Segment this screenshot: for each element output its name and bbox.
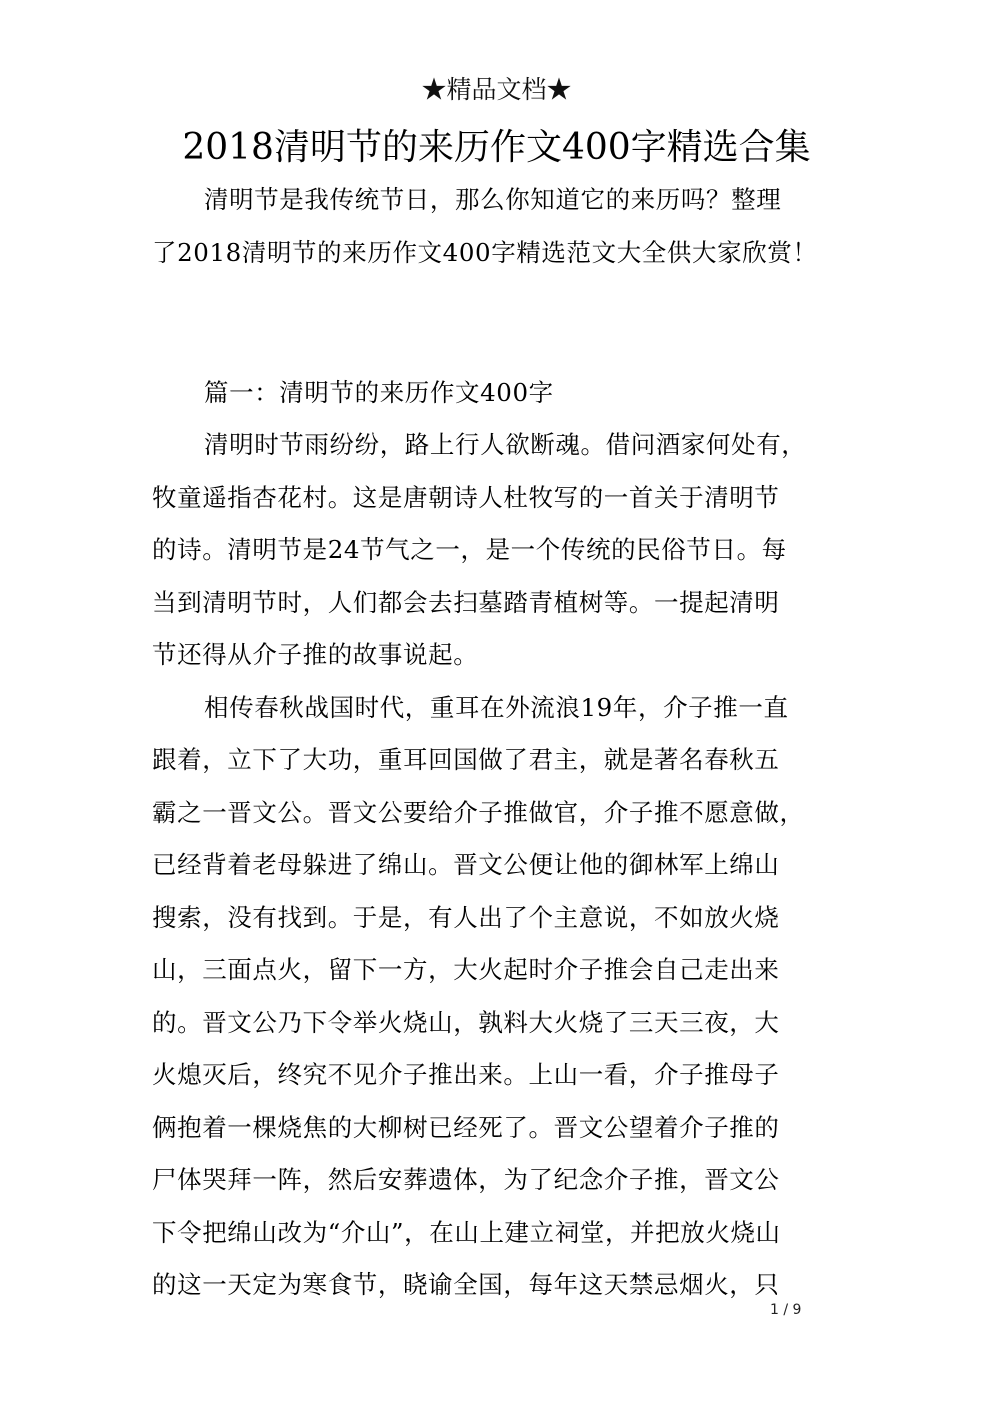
blank-line	[152, 283, 852, 336]
paragraph-line: 山，三面点火，留下一方，大火起时介子推会自己走出来	[152, 955, 780, 984]
section-heading: 篇一：清明节的来历作文400字	[204, 377, 554, 407]
paragraph-line: 俩抱着一棵烧焦的大柳树已经死了。晋文公望着介子推的	[152, 1112, 780, 1142]
paragraph-line: 牧童遥指杏花村。这是唐朝诗人杜牧写的一首关于清明节	[152, 482, 780, 512]
paragraph-line: 尸体哭拜一阵，然后安葬遗体，为了纪念介子推，晋文公	[152, 1165, 780, 1194]
paragraph-line: 清明时节雨纷纷，路上行人欲断魂。借问酒家何处有，	[204, 430, 807, 459]
paragraph-line: 已经背着老母躲进了绵山。晋文公便让他的御林军上绵山	[152, 850, 780, 879]
document-title: 2018清明节的来历作文400字精选合集	[182, 127, 811, 168]
intro-line: 清明节是我传统节日，那么你知道它的来历吗？整理	[204, 185, 782, 214]
paragraph-line: 的诗。清明节是24节气之一，是一个传统的民俗节日。每	[152, 535, 787, 564]
paragraph-line: 跟着，立下了大功，重耳回国做了君主，就是著名春秋五	[152, 745, 780, 774]
paragraph-line: 搜索，没有找到。于是，有人出了个主意说，不如放火烧	[152, 902, 780, 932]
paragraph-line: 相传春秋战国时代，重耳在外流浪19年，介子推一直	[204, 692, 789, 722]
paragraph-line: 火熄灭后，终究不见介子推出来。上山一看，介子推母子	[152, 1060, 780, 1089]
paragraph-line: 霸之一晋文公。晋文公要给介子推做官，介子推不愿意做，	[152, 797, 805, 827]
paragraph-line: 节还得从介子推的故事说起。	[152, 640, 479, 669]
intro-line: 了2018清明节的来历作文400字精选范文大全供大家欣赏！	[152, 237, 818, 267]
page-number: 1 / 9	[770, 1302, 802, 1318]
paragraph-line: 的。晋文公乃下令举火烧山，孰料大火烧了三天三夜，大	[152, 1007, 780, 1037]
paragraph-line: 的这一天定为寒食节，晓谕全国，每年这天禁忌烟火，只	[152, 1270, 780, 1299]
header-mark: ★精品文档★	[421, 75, 572, 104]
spacer	[152, 336, 852, 371]
document-body	[152, 178, 852, 1316]
paragraph-line: 下令把绵山改为“介山”，在山上建立祠堂，并把放火烧山	[152, 1217, 781, 1247]
paragraph-line: 当到清明节时，人们都会去扫墓踏青植树等。一提起清明	[152, 587, 780, 617]
